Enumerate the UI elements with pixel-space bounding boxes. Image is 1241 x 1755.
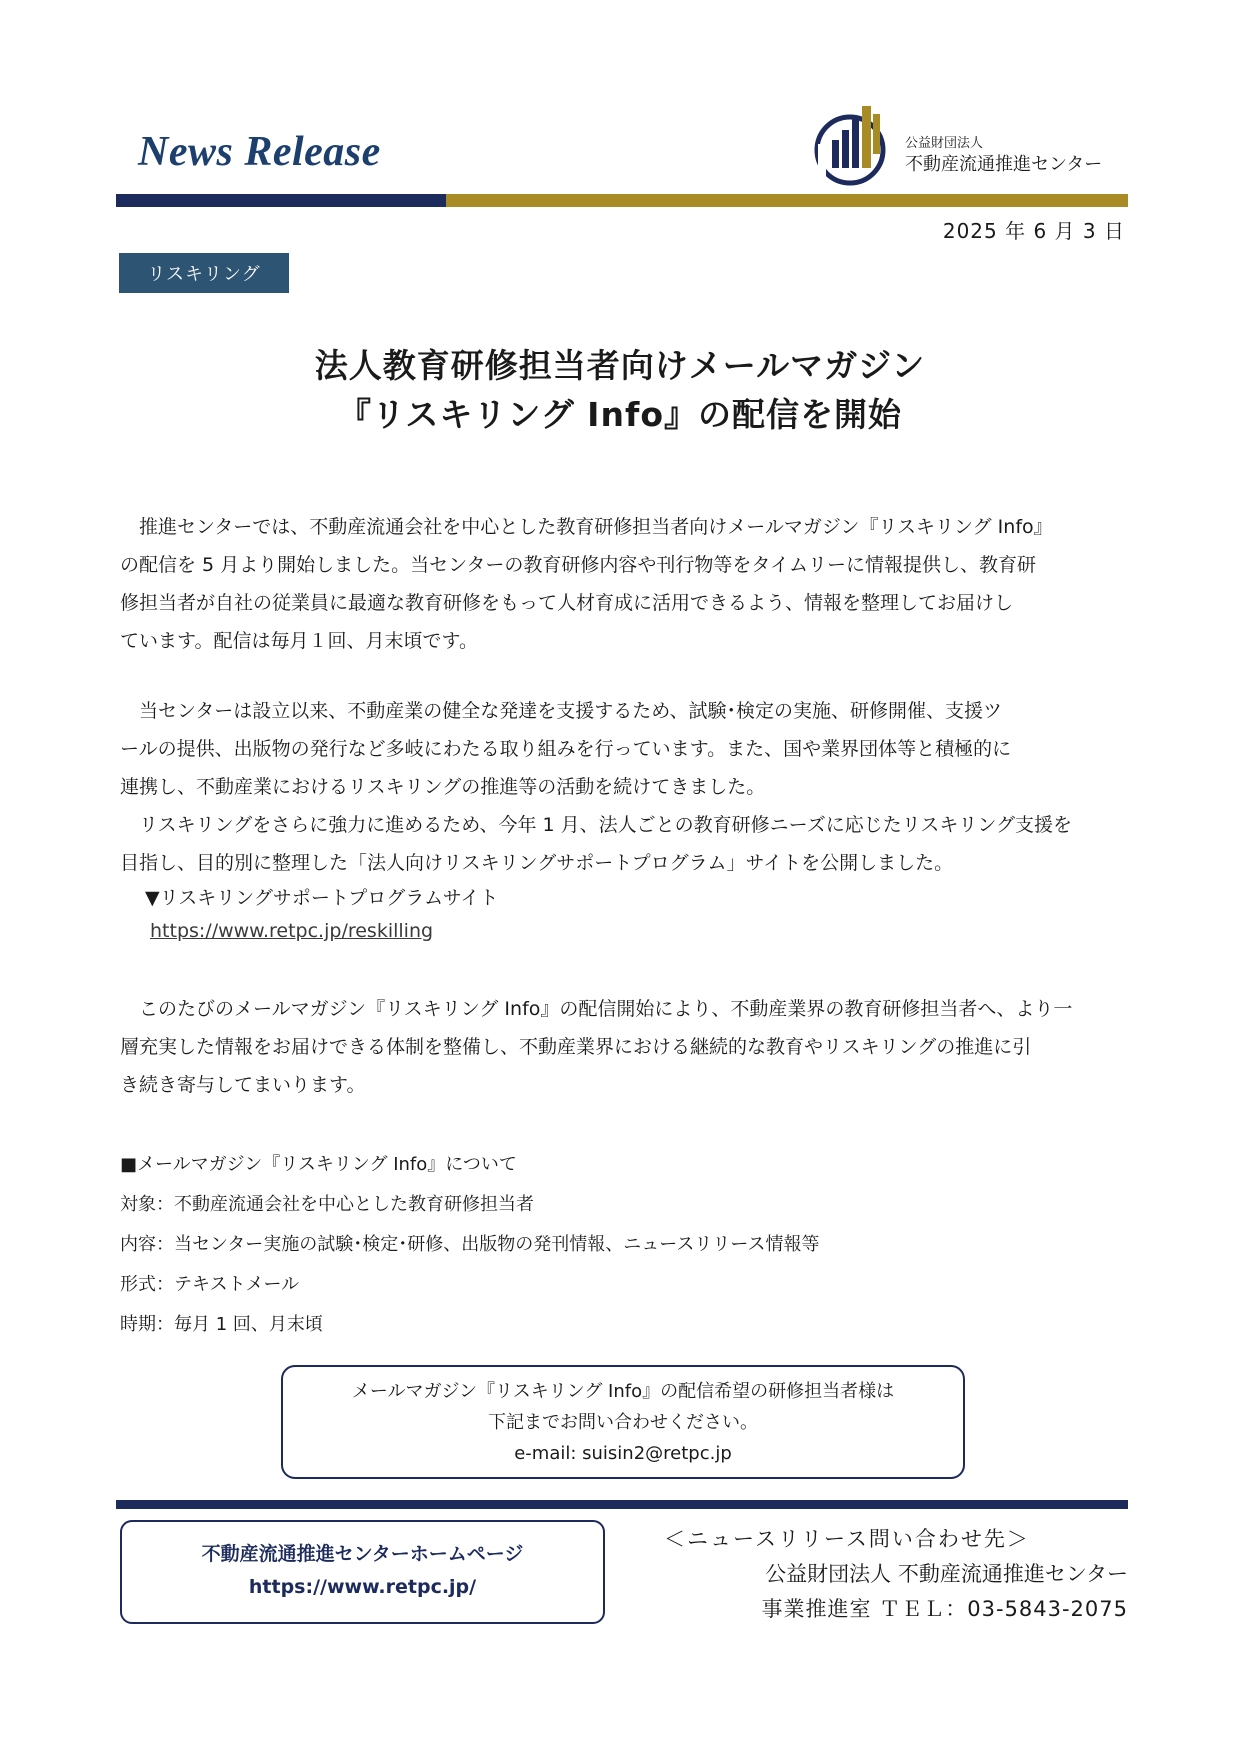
org-type-label: 公益財団法人 — [905, 136, 984, 151]
header-bar-navy — [116, 194, 446, 207]
news-release-title: News Release — [138, 129, 381, 175]
paragraph-line: の配信を 5 月より開始しました。当センターの教育研修内容や刊行物等をタイムリーに情報提供し、教育研 — [120, 554, 1037, 576]
footer-bar — [116, 1500, 1128, 1509]
headline-line-2: 『リスキリング Info』の配信を開始 — [338, 395, 902, 434]
paragraph-closing — [120, 990, 1125, 1104]
paragraph-line: き続き寄与してまいります。 — [120, 1074, 366, 1096]
contact-heading: ＜ニュースリリース問い合わせ先＞ — [664, 1527, 1030, 1551]
mail-box-line-1: メールマガジン『リスキリング Info』の配信希望の研修担当者様は — [351, 1381, 895, 1402]
info-timing: 時期：毎月 1 回、月末頃 — [120, 1314, 323, 1335]
homepage-url[interactable]: https://www.retpc.jp/ — [248, 1576, 477, 1598]
info-format: 形式：テキストメール — [120, 1274, 300, 1295]
paragraph-line: 層充実した情報をお届けできる体制を整備し、不動産業界における継続的な教育やリスキリングの推進に引 — [120, 1036, 1032, 1058]
paragraph-background — [120, 692, 1125, 806]
paragraph-line: リスキリングをさらに強力に進めるため、今年 1 月、法人ごとの教育研修ニーズに応じたリスキリング支援を — [120, 814, 1072, 836]
contact-org: 公益財団法人 不動産流通推進センター — [765, 1562, 1128, 1586]
program-site-link[interactable]: https://www.retpc.jp/reskilling — [150, 920, 434, 942]
contact-dept-tel: 事業推進室 ＴＥＬ：03-5843-2075 — [761, 1597, 1128, 1621]
program-site-label: ▼リスキリングサポートプログラムサイト — [145, 887, 499, 909]
paragraph-line: このたびのメールマガジン『リスキリング Info』の配信開始により、不動産業界の教育研修担当者へ、より一 — [120, 998, 1073, 1020]
headline-line-1: 法人教育研修担当者向けメールマガジン — [314, 346, 926, 385]
info-target: 対象：不動産流通会社を中心とした教育研修担当者 — [120, 1194, 534, 1215]
paragraph-line: 当センターは設立以来、不動産業の健全な発達を支援するため、試験･検定の実施、研修開催、支援ツ — [120, 700, 1002, 722]
homepage-box[interactable] — [120, 1520, 605, 1624]
paragraph-intro — [120, 508, 1125, 660]
paragraph-line: 修担当者が自社の従業員に最適な教育研修をもって人材育成に活用できるよう、情報を整理してお届けし — [120, 592, 1014, 614]
info-content: 内容：当センター実施の試験･検定･研修、出版物の発刊情報、ニュースリリース情報等 — [120, 1234, 820, 1255]
mail-box-email[interactable]: e-mail: suisin2@retpc.jp — [514, 1443, 732, 1464]
paragraph-program — [120, 806, 1125, 882]
release-date: 2025 年 6 月 3 日 — [942, 219, 1125, 243]
org-logo-icon — [810, 100, 900, 186]
paragraph-line: 連携し、不動産業におけるリスキリングの推進等の活動を続けてきました。 — [120, 776, 766, 798]
mail-box-line-2: 下記までお問い合わせください。 — [488, 1412, 758, 1433]
category-tag: リスキリング — [119, 253, 289, 293]
paragraph-line: ールの提供、出版物の発行など多岐にわたる取り組みを行っています。また、国や業界団体等と積極的に — [120, 738, 1012, 760]
homepage-title: 不動産流通推進センターホームページ — [201, 1543, 524, 1565]
mail-inquiry-box — [281, 1365, 965, 1479]
info-heading: ■メールマガジン『リスキリング Info』について — [120, 1154, 517, 1175]
paragraph-line: 推進センターでは、不動産流通会社を中心とした教育研修担当者向けメールマガジン『リスキリング Info』 — [120, 516, 1053, 538]
paragraph-line: 目指し、目的別に整理した「法人向けリスキリングサポートプログラム」サイトを公開しました。 — [120, 852, 954, 874]
header-bar-gold — [446, 194, 1128, 207]
paragraph-line: ています。配信は毎月１回、月末頃です。 — [120, 630, 478, 652]
org-name-label: 不動産流通推進センター — [905, 154, 1103, 175]
